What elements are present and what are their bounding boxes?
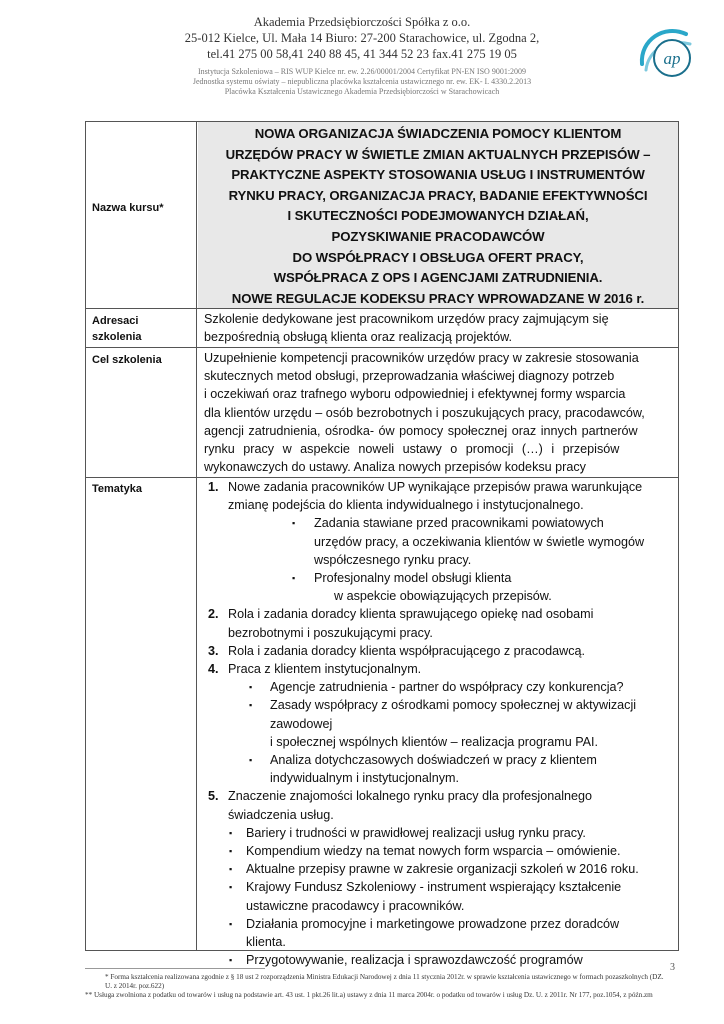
topic-5-subitem-3: ▪ Aktualne przepisy prawne w zakresie organizacji szkoleń w 2016 roku. [204, 860, 672, 878]
bullet-icon: ▪ [229, 882, 233, 893]
course-table [85, 121, 679, 968]
footnote-1: * Forma kształcenia realizowana zgodnie z § 18 ust 2 rozporządzenia Ministra Edukacji Narodowej z dnia 11 stycznia 2012r. w sprawie kształcenia ustawicznego w formach pozaszkolnych (DZ. U. z 2014r. poz.622) [105, 973, 664, 990]
topic-item-4: 4. Praca z klientem instytucjonalnym. [208, 662, 422, 677]
bullet-icon: ▪ [229, 846, 233, 857]
bullet-icon: ▪ [249, 682, 253, 693]
topic-5-subitem-4: ▪ Krajowy Fundusz Szkoleniowy - instrument wspierający kształcenie ustawiczne pracodawcy i pracowników. [229, 880, 622, 913]
education-unit-info: Jednostka systemu oświaty – niepubliczna placówka kształcenia ustawicznego nr. ew. EK- I. 4330.2.2013 [192, 77, 532, 86]
addressees-text: Szkolenie dedykowane jest pracownikom urzędów pracy zajmującym się bezpośrednią obsługą klienta oraz realizacją projektów. [204, 312, 609, 345]
bullet-icon: ▪ [292, 573, 296, 584]
bullet-icon: ▪ [229, 918, 233, 929]
topic-5-subitem-1: ▪ Bariery i trudności w prawidłowej realizacji usług rynku pracy. [204, 824, 672, 842]
topic-item-3: 3. Rola i zadania doradcy klienta współpracującego z pracodawcą. [208, 643, 586, 658]
bullet-icon: ▪ [229, 864, 233, 875]
institution-info: Instytucja Szkoleniowa – RIS WUP Kielce nr. ew. 2.26/00001/2004 Certyfikat PN-EN ISO 9001:2009 [197, 67, 527, 76]
topics-row [86, 477, 678, 968]
goal-row [86, 347, 678, 477]
topic-item-1: 1. Nowe zadania pracowników UP wynikające przepisów prawa warunkujące zmianę podejścia do klienta indywidualnego i instytucjonalnego. [208, 480, 643, 513]
bullet-icon: ▪ [249, 700, 253, 711]
course-name-label: Nazwa kursu* [86, 122, 197, 308]
company-address: 25-012 Kielce, Ul. Mała 14 Biuro: 27-200 Starachowice, ul. Zgodna 2, [184, 31, 540, 45]
page-number: 3 [670, 962, 675, 973]
topic-4-subitem-2: ▪ Zasady współpracy z ośrodkami pomocy społecznej w aktywizacji zawodowej i społecznej wspólnych klientów – realizacja programu PAI. [249, 698, 637, 749]
addressees-row [86, 308, 678, 347]
footnote-2: ** Usługa zwolniona z podatku od towarów i usług na podstawie art. 43 ust. 1 pkt.26 lit.a) ustawy z dnia 11 marca 2004r. o podatku od towarów i usług Dz. U. z 2011r. Nr 177, poz.1054, z późn.zm [85, 991, 653, 999]
topics-list [198, 478, 678, 968]
topic-5-subitem-5: ▪ Działania promocyjne i marketingowe prowadzone przez doradców klienta. [229, 916, 620, 950]
goal-text: Uzupełnienie kompetencji pracowników urzędów pracy w zakresie stosowania skutecznych metod obsługi, przeprowadzania właściwej diagnozy potrzeb i oczekiwań oraz trafnego wyboru odpowiedniej i efektywnej formy wsparcia dla klientów urzędu – osób bezrobotnych i poszukujących pracy, pracodawców, agencji zatrudnienia, ośrodka- ów pomocy społecznej oraz innych partnerów rynku pracy w aspekcie noweli ustawy o promocji (…) i przepisów wykonawczych do ustawy. Analiza nowych przepisów kodeksu pracy [204, 351, 645, 475]
footnote-separator [85, 968, 265, 969]
topic-1-subitem-1: ▪ Zadania stawiane przed pracownikami powiatowych urzędów pracy, a oczekiwania klientów w świetle wymogów współczesnego rynku pracy. [292, 516, 645, 567]
letterhead [0, 14, 724, 97]
company-logo-icon [634, 20, 696, 82]
addressees-label: Adresaci szkolenia [86, 309, 197, 347]
svg-text:ap: ap [663, 49, 681, 68]
course-name-row [86, 122, 678, 308]
topic-4-subitem-3: ▪ Analiza dotychczasowych doświadczeń w pracy z klientem indywidualnym i instytucjonalnym. [249, 753, 597, 786]
footnotes [85, 973, 665, 1000]
topic-5-subitem-6: ▪ Przygotowywanie, realizacja i sprawozdawczość programów [204, 951, 672, 969]
topic-1-subitem-2: ▪ Profesjonalny model obsługi klienta w aspekcie obowiązujących przepisów. [292, 571, 552, 604]
topic-4-subitem-1: ▪ Agencje zatrudnienia - partner do współpracy czy konkurencja? [204, 678, 672, 696]
bullet-icon: ▪ [229, 955, 233, 966]
topics-label: Tematyka [86, 478, 197, 951]
topic-5-subitem-2: ▪ Kompendium wiedzy na temat nowych form wsparcia – omówienie. [204, 842, 672, 860]
course-title: NOWA ORGANIZACJA ŚWIADCZENIA POMOCY KLIENTOM URZĘDÓW PRACY W ŚWIETLE ZMIAN AKTUALNYCH PRZEPISÓW – PRAKTYCZNE ASPEKTY STOSOWANIA USŁUG I INSTRUMENTÓW RYNKU PRACY, ORGANIZACJA PRACY, BADANIE EFEKTYWNOŚCI I SKUTECZNOŚCI PODEJMOWANYCH DZIAŁAŃ, POZYSKIWANIE PRACODAWCÓW DO WSPÓŁPRACY I OBSŁUGA OFERT PRACY, WSPÓŁPRACA Z OPS I AGENCJAMI ZATRUDNIENIA. NOWE REGULACJE KODEKSU PRACY WPROWADZANE W 2016 r. [198, 122, 678, 308]
topic-item-2: 2. Rola i zadania doradcy klienta sprawującego opiekę nad osobami bezrobotnymi i poszukującymi pracy. [208, 607, 594, 640]
bullet-icon: ▪ [292, 518, 296, 529]
bullet-icon: ▪ [249, 755, 253, 766]
bullet-icon: ▪ [229, 827, 233, 838]
company-name: Akademia Przedsiębiorczości Spółka z o.o. [253, 15, 471, 29]
facility-info: Placówka Kształcenia Ustawicznego Akademia Przedsiębiorczości w Starachowicach [224, 87, 500, 96]
goal-label: Cel szkolenia [86, 348, 197, 477]
topic-item-5: 5. Znaczenie znajomości lokalnego rynku pracy dla profesjonalnego świadczenia usług. [208, 789, 593, 822]
company-phones: tel.41 275 00 58,41 240 88 45, 41 344 52 23 fax.41 275 19 05 [207, 47, 517, 61]
